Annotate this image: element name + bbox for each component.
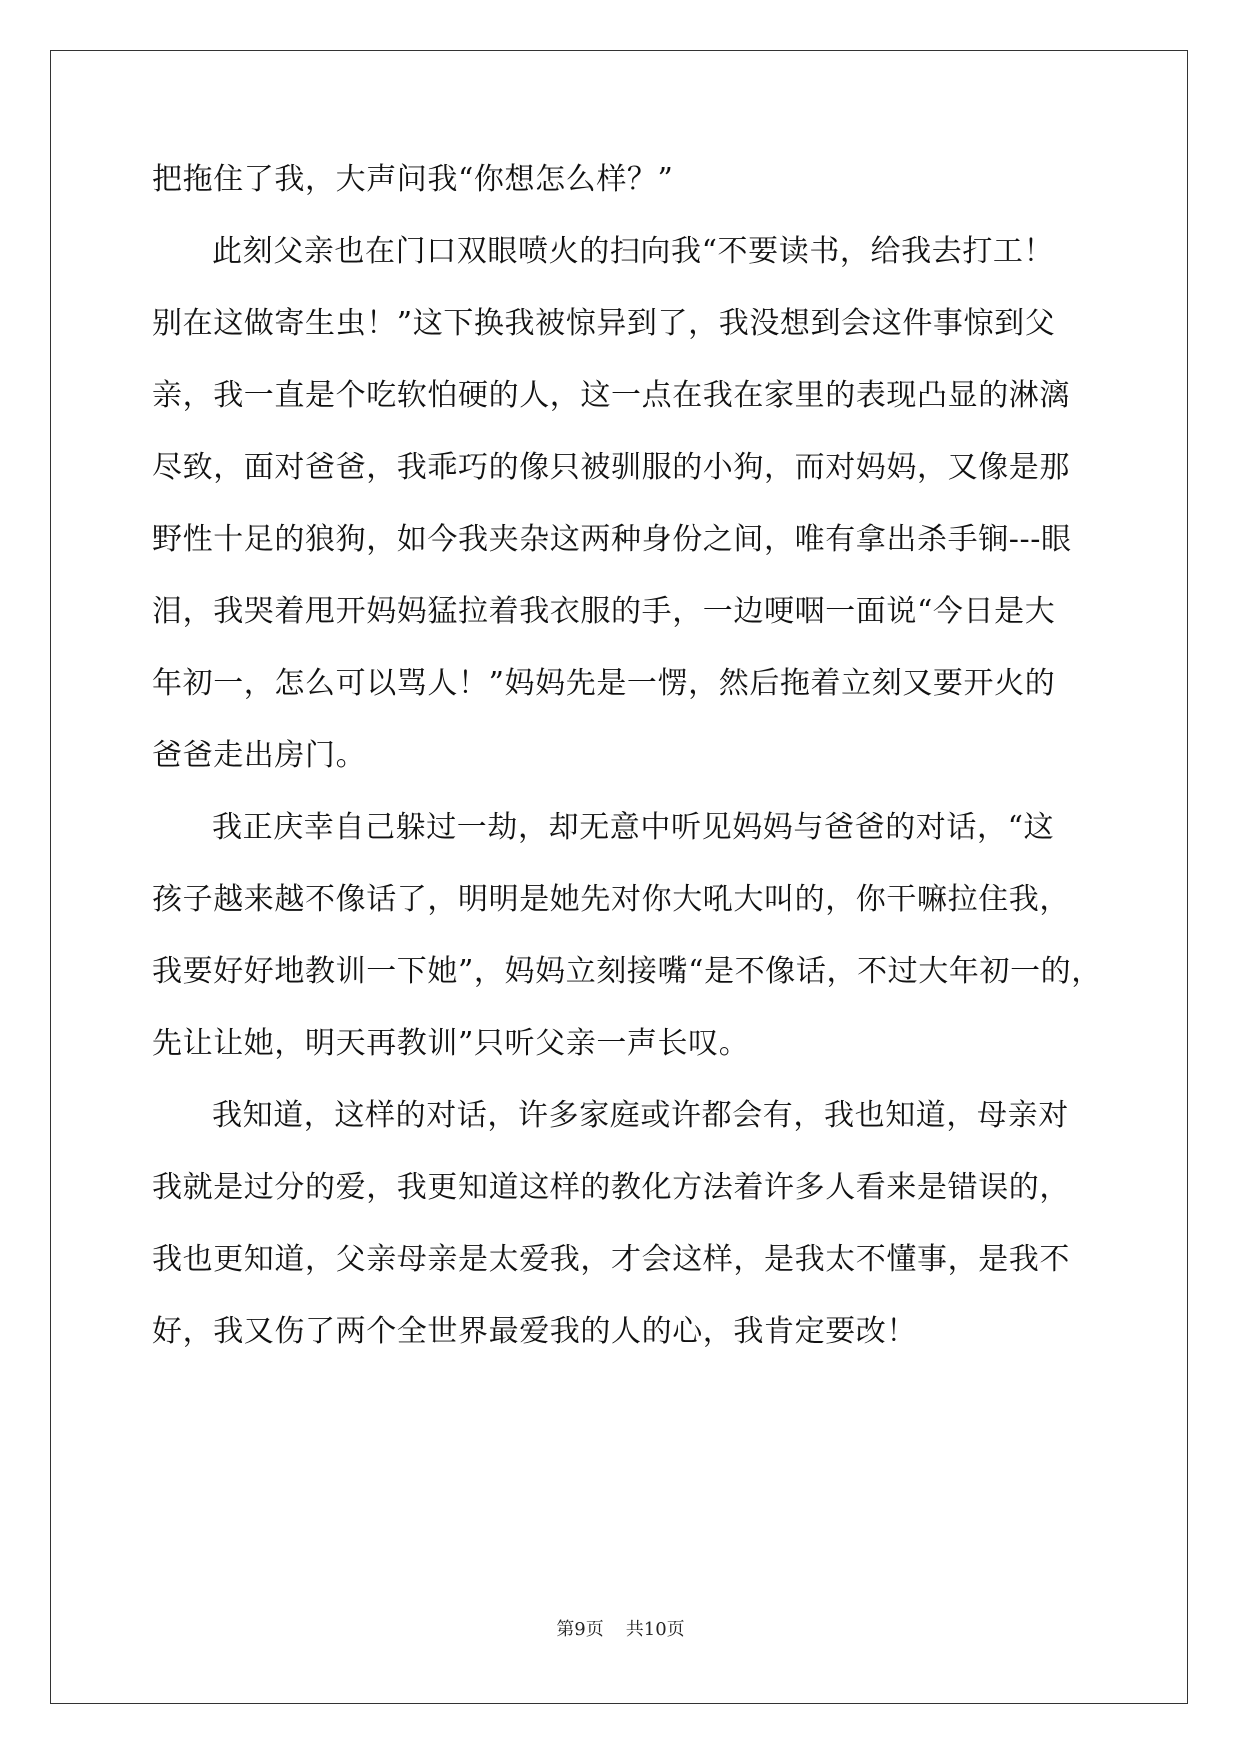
text-line: 别在这做寄生虫！”这下换我被惊异到了，我没想到会这件事惊到父 — [152, 306, 1056, 341]
text-line: 泪，我哭着甩开妈妈猛拉着我衣服的手，一边哽咽一面说“今日是大 — [152, 594, 1056, 629]
text-line: 我要好好地教训一下她”，妈妈立刻接嘴“是不像话，不过大年初一的， — [152, 954, 1102, 989]
text-line: 我也更知道，父亲母亲是太爱我，才会这样，是我太不懂事，是我不 — [152, 1242, 1070, 1277]
page-footer — [0, 1618, 1241, 1642]
page-total: 共10页 — [625, 1619, 685, 1640]
page-number: 第9页 — [556, 1619, 604, 1640]
text-line: 野性十足的狼狗，如今我夹杂这两种身份之间，唯有拿出杀手锏---眼 — [152, 522, 1072, 557]
text-line: 孩子越来越不像话了，明明是她先对你大吼大叫的，你干嘛拉住我， — [152, 882, 1070, 917]
text-line: 尽致，面对爸爸，我乖巧的像只被驯服的小狗，而对妈妈，又像是那 — [152, 450, 1070, 485]
text-line: 爸爸走出房门。 — [152, 738, 367, 773]
text-line: 我就是过分的爱，我更知道这样的教化方法着许多人看来是错误的， — [152, 1170, 1070, 1205]
text-line: 亲，我一直是个吃软怕硬的人，这一点在我在家里的表现凸显的淋漓 — [152, 378, 1070, 413]
page-border — [50, 50, 1188, 1704]
text-line: 我正庆幸自己躲过一劫，却无意中听见妈妈与爸爸的对话，“这 — [212, 810, 1055, 845]
text-line: 我知道，这样的对话，许多家庭或许都会有，我也知道，母亲对 — [212, 1098, 1069, 1133]
text-line: 好，我又伤了两个全世界最爱我的人的心，我肯定要改！ — [152, 1314, 917, 1349]
text-line: 此刻父亲也在门口双眼喷火的扫向我“不要读书，给我去打工！ — [212, 234, 1055, 269]
text-line: 把拖住了我，大声问我“你想怎么样？” — [152, 162, 674, 197]
text-line: 年初一，怎么可以骂人！”妈妈先是一愣，然后拖着立刻又要开火的 — [152, 666, 1056, 701]
text-line: 先让让她，明天再教训”只听父亲一声长叹。 — [152, 1026, 750, 1061]
